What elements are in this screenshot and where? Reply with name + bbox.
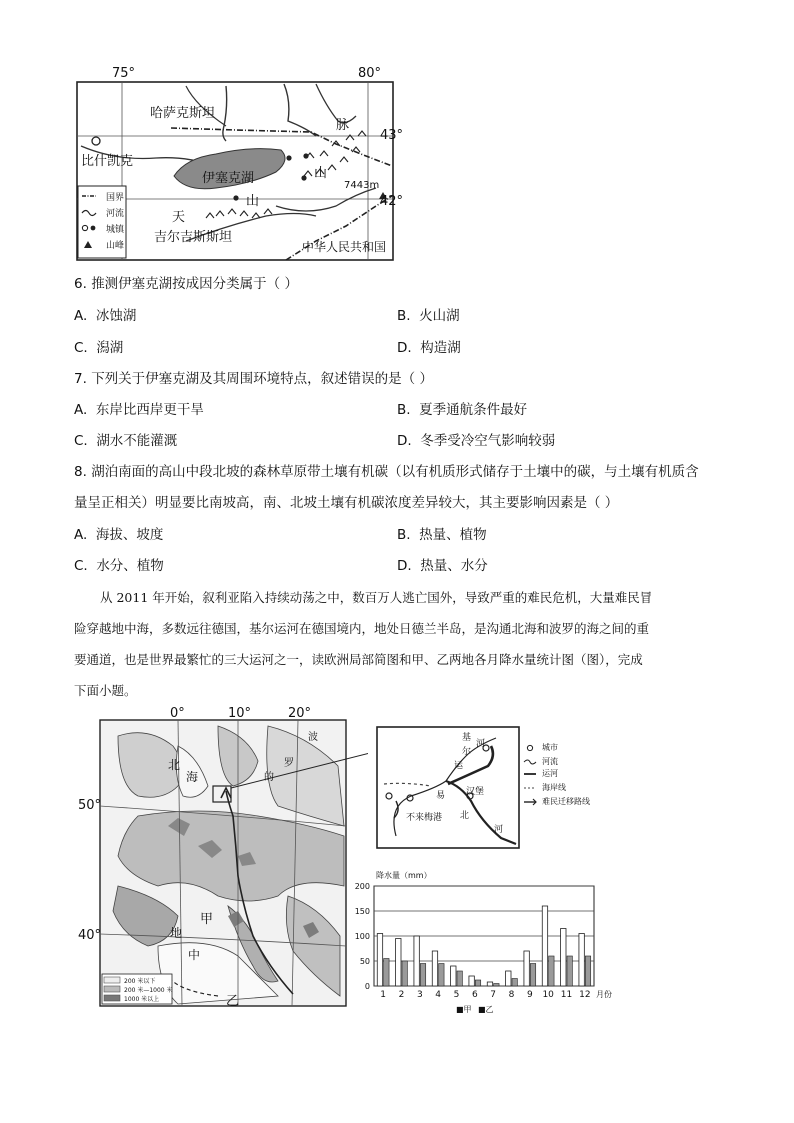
- precipitation-chart-svg: [340, 866, 640, 1016]
- label-mountain-shan: 山: [314, 166, 328, 181]
- issyk-kul-map: [76, 66, 402, 262]
- bar-yi: [439, 964, 444, 987]
- q6-option-a[interactable]: [74, 306, 136, 326]
- option-text: 海拔、坡度: [95, 527, 164, 543]
- inset-legend-river: 河流: [542, 757, 558, 766]
- q8-option-b[interactable]: [397, 525, 487, 545]
- label-lake: 伊塞克湖: [202, 171, 255, 186]
- y-tick-label: 200: [354, 882, 370, 891]
- inset-label-bei: 北: [460, 811, 470, 821]
- lon-label-75: 75°: [112, 66, 136, 81]
- x-tick-label: 5: [453, 990, 460, 1000]
- sea-baltic-2: 罗: [284, 758, 294, 769]
- legend-yi: ■乙: [478, 1005, 494, 1014]
- bar-jia: [432, 951, 437, 986]
- peak-height: 7443m: [344, 180, 380, 191]
- option-key: D.: [397, 433, 412, 449]
- inset-map: [376, 726, 594, 850]
- label-bishkek: 比什凯克: [81, 154, 134, 169]
- bar-yi: [512, 979, 517, 987]
- option-text: 热量、水分: [420, 558, 488, 574]
- label-china: 中华人民共和国: [302, 240, 387, 254]
- passage-line-3: 要通道，也是世界最繁忙的三大运河之一，读欧洲局部简图和甲、乙两地各月降水量统计图（图），完成: [74, 652, 643, 667]
- question-stem: 推测伊塞克湖按成因分类属于（ ）: [91, 276, 298, 292]
- lon-label-10: 10°: [228, 706, 252, 721]
- option-key: D.: [397, 340, 412, 356]
- inset-label-bremerhaven: 不来梅港: [406, 813, 443, 823]
- question-stem-line1: 湖泊南面的高山中段北坡的森林草原带土壤有机碳（以有机质形式储存于土壤中的碳，与土壤有机质含: [91, 464, 699, 480]
- option-key: C.: [74, 433, 88, 449]
- legend-town: 城镇: [106, 225, 125, 235]
- legend-peak: 山峰: [106, 241, 125, 251]
- lon-label-0: 0°: [170, 706, 185, 721]
- inset-label-ji: 基: [462, 733, 472, 743]
- option-text: 湖水不能灌溉: [96, 433, 178, 449]
- question-8-line2: 量呈正相关）明显要比南坡高，南、北坡土壤有机碳浓度差异较大，其主要影响因素是（ ）: [74, 495, 619, 511]
- question-number: 6.: [74, 276, 87, 292]
- option-text: 水分、植物: [96, 558, 164, 574]
- option-text: 东岸比西岸更干旱: [95, 402, 204, 418]
- q7-option-b[interactable]: [397, 400, 527, 420]
- y-axis-title: 降水量（mm）: [376, 871, 432, 880]
- x-tick-label: 8: [508, 990, 515, 1000]
- label-tian: 天: [172, 210, 186, 225]
- passage-line-4: 下面小题。: [74, 683, 137, 698]
- bar-yi: [457, 971, 462, 986]
- lat-label-40: 40°: [78, 928, 102, 943]
- bar-yi: [384, 959, 389, 987]
- question-8: [74, 462, 699, 482]
- inset-label-he: 河: [476, 739, 486, 749]
- question-stem: 下列关于伊塞克湖及其周围环境特点，叙述错误的是（ ）: [91, 371, 433, 387]
- precipitation-chart: [340, 866, 640, 1016]
- bar-jia: [524, 951, 529, 986]
- bar-yi: [420, 964, 425, 987]
- bar-jia: [451, 966, 456, 986]
- legend-river: 河流: [106, 209, 125, 219]
- q6-option-d[interactable]: [397, 338, 461, 358]
- sea-north-2: 海: [186, 770, 199, 784]
- x-tick-label: 4: [435, 990, 442, 1000]
- place-yi: 乙: [226, 994, 240, 1009]
- sea-baltic-1: 波: [308, 732, 318, 743]
- label-shan-south: 山: [246, 194, 260, 209]
- option-key: B.: [397, 527, 411, 543]
- bar-yi: [567, 956, 572, 986]
- x-tick-label: 6: [471, 990, 478, 1000]
- elev-legend-1: 200 米以下: [124, 978, 156, 985]
- lat-label-43: 43°: [380, 128, 404, 143]
- elev-legend-2: 200 米—1000 米: [124, 987, 173, 994]
- bar-yi: [585, 956, 590, 986]
- legend-jia: ■甲: [456, 1005, 472, 1014]
- option-key: A.: [74, 308, 88, 324]
- sea-north-1: 北: [168, 758, 181, 772]
- inset-legend-canal: 运河: [542, 769, 558, 778]
- inset-legend-route: 难民迁移路线: [542, 797, 590, 806]
- passage-line-1: 从 2011 年开始，叙利亚陷入持续动荡之中，数百万人逃亡国外，导致严重的难民危机，大量难民冒: [100, 590, 653, 605]
- inset-legend-coast: 海岸线: [542, 783, 566, 792]
- x-axis-title: 月份: [596, 990, 612, 999]
- lat-label-50: 50°: [78, 798, 102, 813]
- bar-yi: [402, 961, 407, 986]
- elev-legend-3: 1000 米以上: [124, 996, 160, 1003]
- x-tick-label: 1: [380, 990, 387, 1000]
- bar-yi: [530, 964, 535, 987]
- option-text: 热量、植物: [419, 527, 487, 543]
- option-key: D.: [397, 558, 412, 574]
- option-text: 火山湖: [419, 308, 460, 324]
- x-tick-label: 9: [526, 990, 533, 1000]
- question-number: 8.: [74, 464, 87, 480]
- option-text: 夏季通航条件最好: [419, 402, 528, 418]
- bar-jia: [396, 939, 401, 987]
- place-jia: 甲: [200, 912, 214, 927]
- y-tick-label: 0: [364, 982, 370, 991]
- bar-yi: [475, 980, 480, 986]
- option-key: A.: [74, 527, 88, 543]
- question-6: [74, 274, 298, 294]
- option-key: B.: [397, 308, 411, 324]
- q8-option-d[interactable]: [397, 556, 488, 576]
- passage-line-2: 险穿越地中海，多数远往德国，基尔运河在德国境内，地处日德兰半岛，是沟通北海和波罗的海之间的重: [74, 621, 650, 636]
- q6-option-b[interactable]: [397, 306, 460, 326]
- question-7: [74, 369, 433, 389]
- bar-jia: [377, 934, 382, 987]
- inset-label-hamburg: 汉堡: [466, 787, 485, 797]
- lon-label-20: 20°: [288, 706, 312, 721]
- q8-option-c[interactable]: [74, 556, 164, 576]
- option-key: C.: [74, 340, 88, 356]
- x-tick-label: 10: [542, 990, 554, 1000]
- sea-med-2: 中: [188, 948, 201, 962]
- inset-legend-city: 城市: [542, 743, 558, 752]
- x-tick-label: 12: [579, 990, 591, 1000]
- bar-jia: [542, 906, 547, 986]
- q7-option-d[interactable]: [397, 431, 555, 451]
- option-key: A.: [74, 402, 88, 418]
- bar-jia: [579, 934, 584, 987]
- option-text: 冬季受冷空气影响较弱: [420, 433, 556, 449]
- bar-jia: [506, 971, 511, 986]
- y-tick-label: 100: [354, 932, 370, 941]
- inset-label-yi: 易: [436, 791, 446, 801]
- inset-label-yun: 运: [454, 761, 464, 771]
- lat-label-42: 42°: [380, 194, 404, 209]
- q6-option-c[interactable]: [74, 338, 123, 358]
- q8-option-a[interactable]: [74, 525, 163, 545]
- q7-option-c[interactable]: [74, 431, 177, 451]
- x-tick-label: 7: [490, 990, 497, 1000]
- lon-label-80: 80°: [358, 66, 382, 81]
- bar-yi: [494, 984, 499, 987]
- y-tick-label: 50: [359, 957, 370, 966]
- option-key: B.: [397, 402, 411, 418]
- inset-label-he2: 河: [494, 825, 504, 835]
- legend-border: 国界: [106, 193, 125, 203]
- option-text: 潟湖: [96, 340, 124, 356]
- label-kazakhstan: 哈萨克斯坦: [150, 106, 216, 121]
- label-kyrgyzstan: 吉尔吉斯斯坦: [154, 230, 233, 245]
- bar-yi: [549, 956, 554, 986]
- label-mountain-mai: 脉: [336, 118, 350, 133]
- q7-option-a[interactable]: [74, 400, 204, 420]
- sea-baltic-3: 的: [264, 772, 274, 783]
- option-key: C.: [74, 558, 88, 574]
- option-text: 构造湖: [420, 340, 461, 356]
- bar-jia: [561, 929, 566, 987]
- bar-jia: [469, 976, 474, 986]
- y-tick-label: 150: [354, 907, 370, 916]
- option-text: 冰蚀湖: [95, 308, 137, 324]
- europe-map: [78, 706, 368, 1008]
- x-tick-label: 3: [416, 990, 423, 1000]
- bar-jia: [414, 936, 419, 986]
- inset-label-er: 尔: [462, 747, 472, 757]
- question-number: 7.: [74, 371, 87, 387]
- sea-med-1: 地: [170, 926, 183, 940]
- europe-map-figure: [78, 706, 368, 1008]
- x-tick-label: 2: [398, 990, 405, 1000]
- bar-jia: [487, 982, 492, 986]
- x-tick-label: 11: [560, 990, 573, 1000]
